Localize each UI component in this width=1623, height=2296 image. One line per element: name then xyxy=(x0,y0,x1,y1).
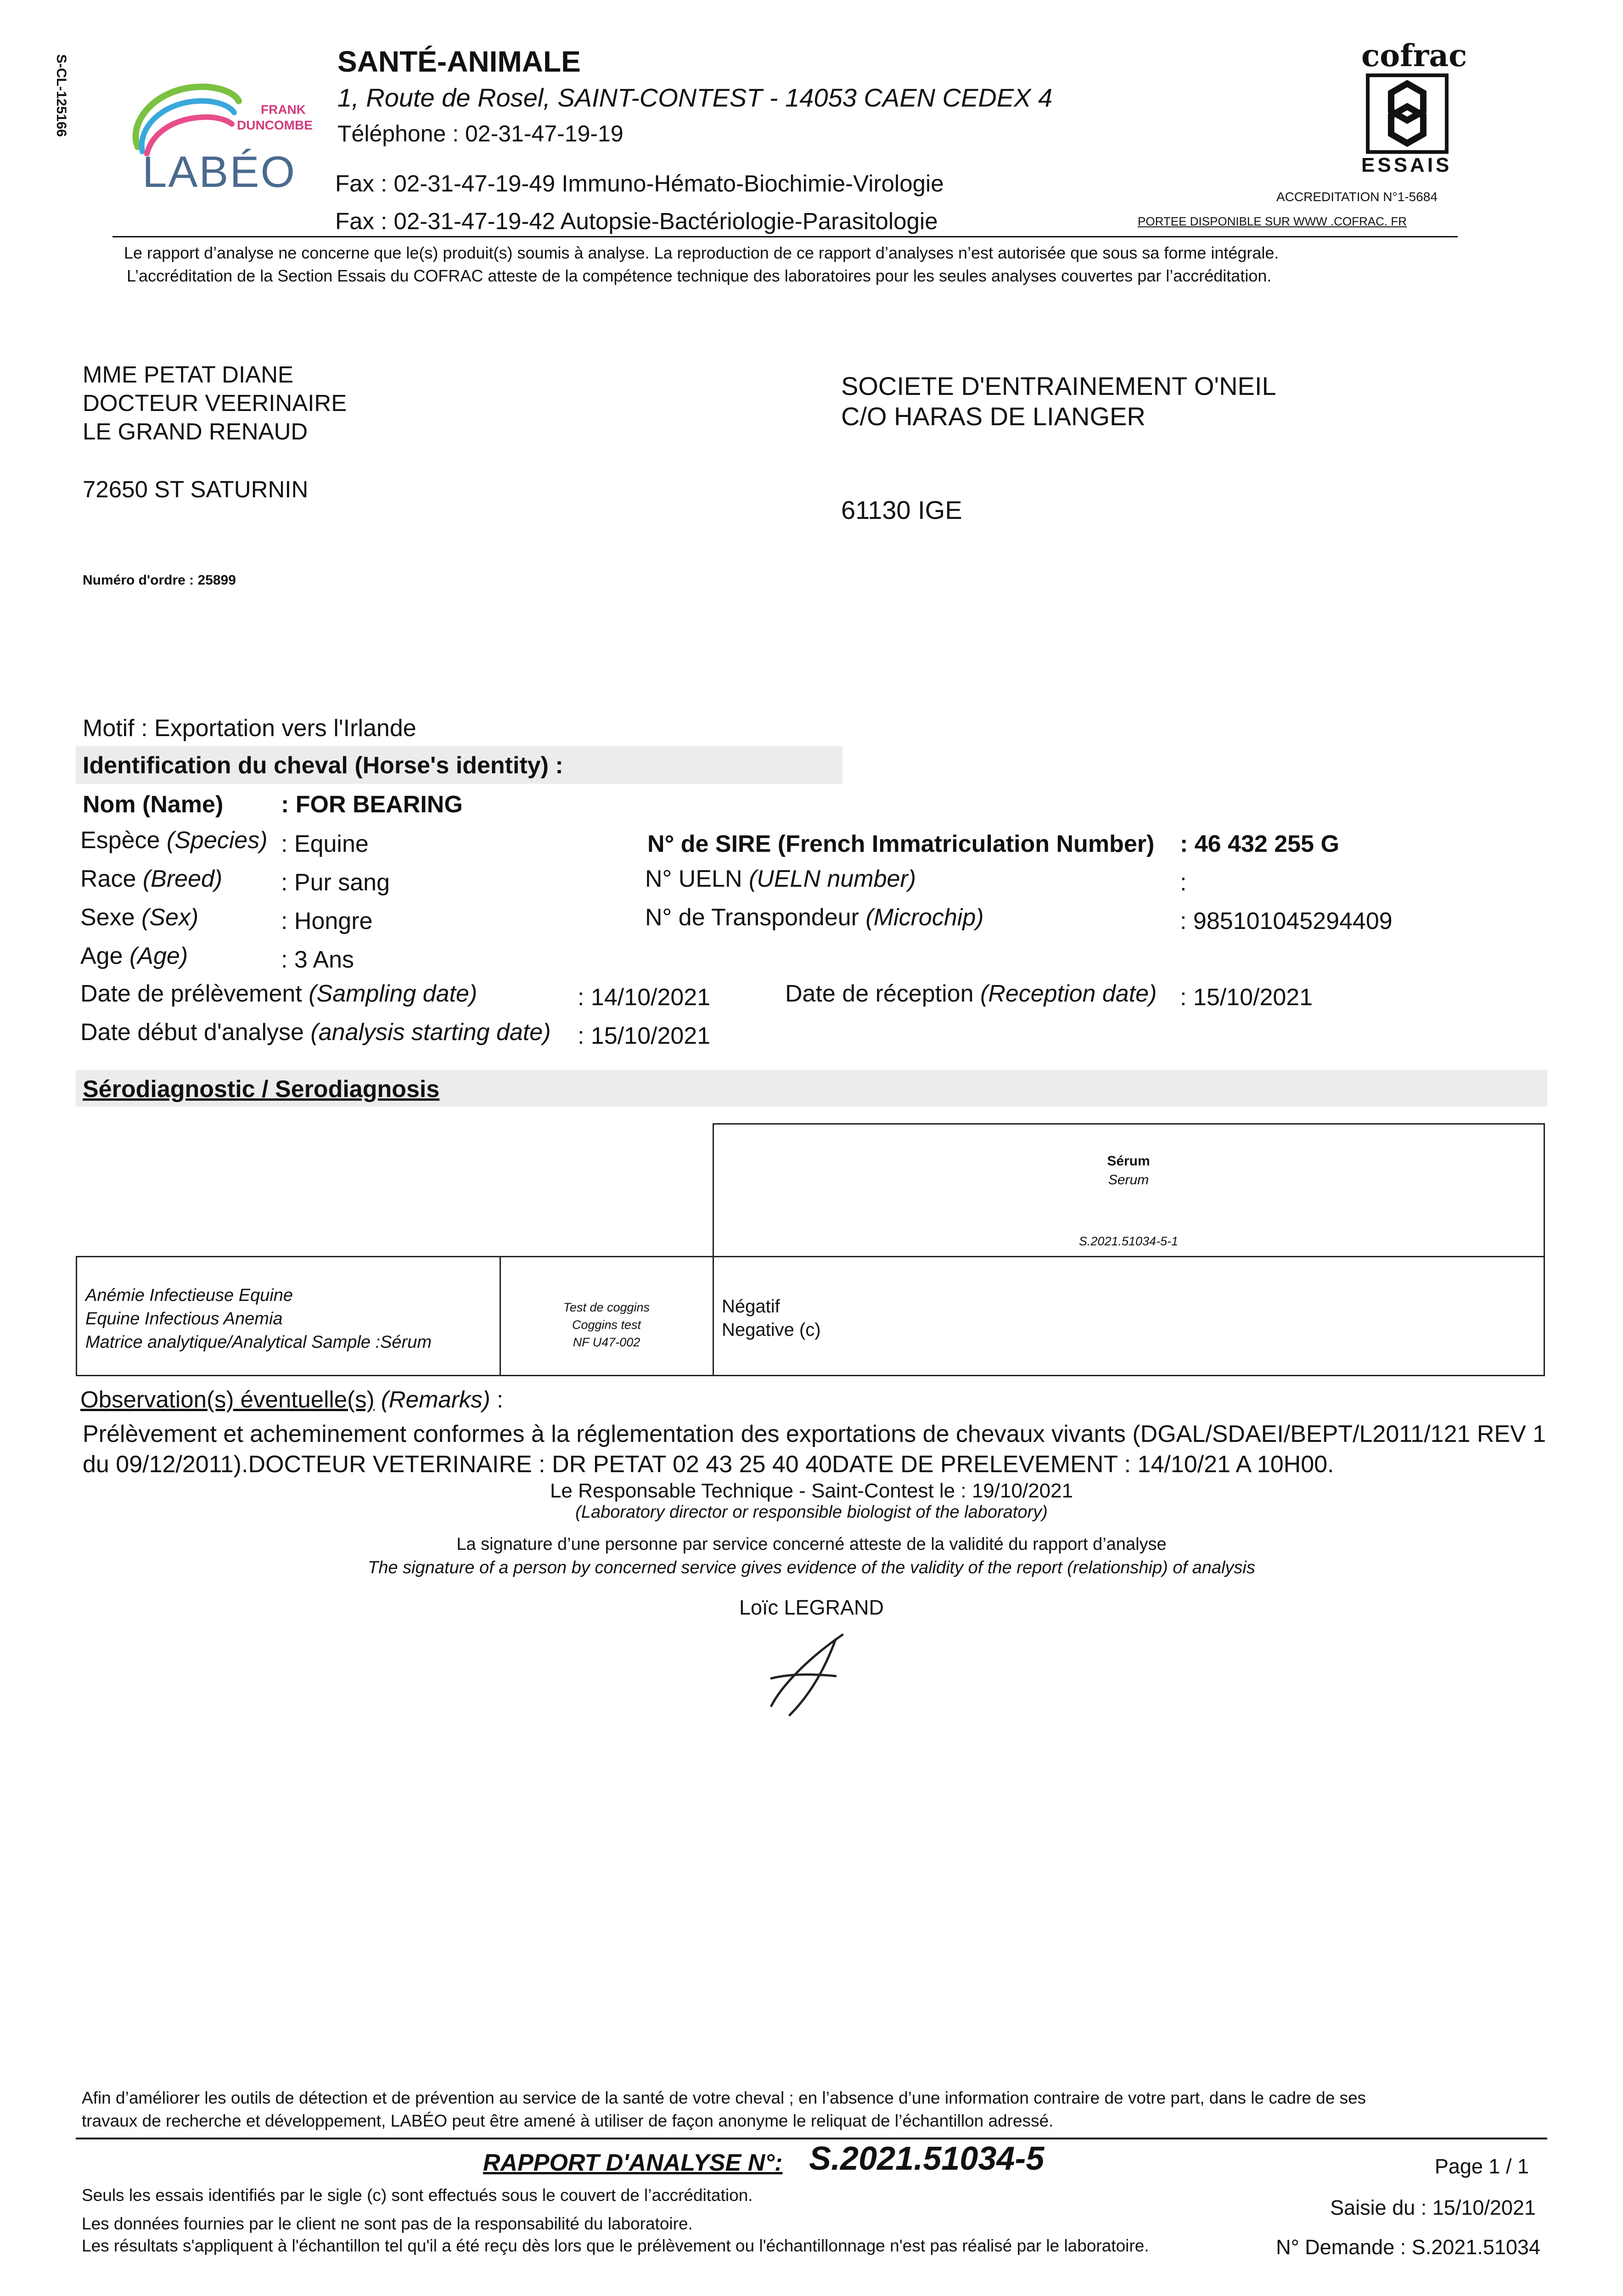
remarks-label xyxy=(80,1386,503,1413)
table-header-border xyxy=(76,1256,1545,1257)
reception-label-fr: Date de réception xyxy=(785,980,974,1007)
client-data-note: Les données fournies par le client ne sont pas de la responsabilité du laboratoire. xyxy=(82,2214,693,2233)
footer-divider xyxy=(76,2138,1547,2139)
research-note-line-2: travaux de recherche et développement, LABÉO peut être amené à utiliser de façon anonyme le reliquat de l’échantillon adressé. xyxy=(82,2111,1054,2130)
name-label: Nom (Name) xyxy=(83,791,224,818)
lab-name: SANTÉ-ANIMALE xyxy=(337,45,581,78)
sampling-date-label xyxy=(80,980,477,1007)
breed-label xyxy=(80,865,222,893)
recipient-line-4: 72650 ST SATURNIN xyxy=(83,476,309,502)
species-label-fr: Espèce xyxy=(80,827,160,854)
responsible-technician-en: (Laboratory director or responsible biologist of the laboratory) xyxy=(575,1503,1048,1522)
remarks-text: Prélèvement et acheminement conformes à la réglementation des exportations de chevaux vivants (DGAL/SDAEI/BEPT/L2011/121 REV 1 du 09/12/2011).DOCTEUR VETERINAIRE : DR PETAT 02 43 25 40 40DATE DE PRELEVEMENT : 14/10/21 A 10H00. xyxy=(83,1421,1546,1478)
signature-validity-en: The signature of a person by concerned service gives evidence of the validity of the report (relationship) of analysis xyxy=(368,1558,1255,1577)
analysis-name-fr: Anémie Infectieuse Equine xyxy=(85,1286,293,1305)
research-note-line-1: Afin d’améliorer les outils de détection et de prévention au service de la santé de votre cheval ; en l’absence d’une information contraire de votre part, dans le cadre de ses xyxy=(82,2088,1366,2107)
signatory-name: Loïc LEGRAND xyxy=(739,1596,884,1619)
responsible-technician: Le Responsable Technique - Saint-Contest le : 19/10/2021 xyxy=(550,1480,1073,1502)
age-label xyxy=(80,942,188,970)
species-label-en: (Species) xyxy=(166,827,268,854)
owner-line-2: C/O HARAS DE LIANGER xyxy=(841,402,1146,431)
analysis-label-fr: Date début d'analyse xyxy=(80,1019,304,1046)
identification-title: Identification du cheval (Horse's identity) : xyxy=(83,752,563,779)
sex-label xyxy=(80,904,198,931)
remarks-label-fr: Observation(s) éventuelle(s) xyxy=(80,1386,375,1412)
analysis-date-label xyxy=(80,1019,551,1046)
logo-labeo-text: LABÉO xyxy=(142,147,297,197)
sampling-label-en: (Sampling date) xyxy=(309,980,477,1007)
accreditation-note: Seuls les essais identifiés par le sigle (c) sont effectués sous le couvert de l’accréditation. xyxy=(82,2186,753,2205)
age-label-en: (Age) xyxy=(129,943,188,969)
reception-date-value: : 15/10/2021 xyxy=(1180,984,1313,1011)
name-value: : FOR BEARING xyxy=(281,791,463,818)
remarks-label-en: (Remarks) xyxy=(381,1386,490,1412)
lab-fax-2: Fax : 02-31-47-19-42 Autopsie-Bactériologie-Parasitologie xyxy=(335,208,938,234)
sample-id: S.2021.51034-5-1 xyxy=(1078,1234,1179,1248)
sex-value: : Hongre xyxy=(281,908,373,934)
disclaimer-reproduction: Le rapport d’analyse ne concerne que le(s) produit(s) soumis à analyse. La reproduction de ce rapport d’analyses n’est autorisée que sous sa forme intégrale. xyxy=(124,243,1279,262)
recipient-line-1: MME PETAT DIANE xyxy=(83,361,294,388)
lab-address: 1, Route de Rosel, SAINT-CONTEST - 14053 CAEN CEDEX 4 xyxy=(337,83,1053,112)
transponder-label xyxy=(645,904,984,931)
motif: Motif : Exportation vers l'Irlande xyxy=(83,715,416,742)
owner-line-3: 61130 IGE xyxy=(841,495,962,524)
labeo-swoosh-icon xyxy=(124,78,243,156)
report-number: S.2021.51034-5 xyxy=(809,2140,1045,2177)
reception-date-label xyxy=(785,980,1157,1007)
table-bottom-border xyxy=(76,1375,1545,1376)
reception-label-en: (Reception date) xyxy=(980,980,1157,1007)
recipient-line-2: DOCTEUR VEERINAIRE xyxy=(83,390,347,416)
species-label xyxy=(80,827,268,854)
cofrac-scope-link[interactable]: PORTEE DISPONIBLE SUR WWW .COFRAC. FR xyxy=(1138,214,1407,228)
age-value: : 3 Ans xyxy=(281,946,354,973)
order-number: Numéro d'ordre : 25899 xyxy=(83,573,236,588)
report-number-label: RAPPORT D'ANALYSE N°: xyxy=(483,2150,783,2176)
cofrac-essais-text: ESSAIS xyxy=(1361,154,1452,176)
cofrac-wordmark: cofrac xyxy=(1361,38,1467,73)
sampling-label-fr: Date de prélèvement xyxy=(80,980,302,1007)
analysis-name-en: Equine Infectious Anemia xyxy=(85,1309,283,1328)
logo-duncombe-line: DUNCOMBE xyxy=(237,118,313,132)
age-label-fr: Age xyxy=(80,943,123,969)
sex-label-fr: Sexe xyxy=(80,904,135,931)
breed-label-en: (Breed) xyxy=(142,866,223,892)
cofrac-emblem-icon xyxy=(1366,73,1449,154)
table-left-border xyxy=(76,1256,77,1376)
sample-column-title-en: Serum xyxy=(1108,1172,1149,1187)
disclaimer-accreditation: L’accréditation de la Section Essais du COFRAC atteste de la compétence technique des laboratoires pour les seules analyses couvertes par l’accréditation. xyxy=(127,266,1272,285)
ueln-label xyxy=(645,865,916,893)
result-fr: Négatif xyxy=(722,1296,780,1317)
analysis-label-en: (analysis starting date) xyxy=(310,1019,551,1046)
header-divider xyxy=(112,236,1458,237)
signature-validity-fr: La signature d’une personne par service concerné atteste de la validité du rapport d’analyse xyxy=(456,1535,1167,1554)
method-standard: NF U47-002 xyxy=(573,1335,640,1349)
transponder-label-fr: N° de Transpondeur xyxy=(645,904,859,931)
lab-fax-1: Fax : 02-31-47-19-49 Immuno-Hémato-Biochimie-Virologie xyxy=(335,170,944,197)
sample-column-title: Sérum xyxy=(1107,1154,1150,1169)
lab-phone: Téléphone : 02-31-47-19-19 xyxy=(337,121,623,146)
ueln-value: : xyxy=(1180,869,1187,896)
sire-label: N° de SIRE (French Immatriculation Number) xyxy=(647,831,1155,857)
sampling-date-value: : 14/10/2021 xyxy=(578,984,711,1011)
result-en: Negative (c) xyxy=(722,1320,821,1340)
transponder-value: : 985101045294409 xyxy=(1180,908,1393,934)
remarks-colon: : xyxy=(496,1386,504,1412)
sire-value: : 46 432 255 G xyxy=(1180,831,1339,857)
entry-date: Saisie du : 15/10/2021 xyxy=(1330,2196,1536,2219)
table-top-border xyxy=(713,1123,1544,1125)
handwritten-signature-icon xyxy=(762,1623,854,1720)
breed-label-fr: Race xyxy=(80,866,136,892)
analysis-date-value: : 15/10/2021 xyxy=(578,1023,711,1049)
request-number: N° Demande : S.2021.51034 xyxy=(1276,2235,1540,2259)
ueln-label-fr: N° UELN xyxy=(645,866,742,892)
accreditation-number: ACCREDITATION N°1-5684 xyxy=(1276,190,1438,204)
page-number: Page 1 / 1 xyxy=(1434,2155,1529,2178)
sex-label-en: (Sex) xyxy=(141,904,199,931)
method-fr: Test de coggins xyxy=(563,1300,650,1314)
results-scope-note: Les résultats s'appliquent à l'échantillon tel qu'il a été reçu dès lors que le prélèvement ou l'échantillonnage n'est pas réalisé par le laboratoire. xyxy=(82,2236,1149,2255)
breed-value: : Pur sang xyxy=(281,869,390,896)
document-reference-code: S-CL-125166 xyxy=(54,54,69,137)
species-value: : Equine xyxy=(281,831,369,857)
ueln-label-en: (UELN number) xyxy=(748,866,916,892)
recipient-line-3: LE GRAND RENAUD xyxy=(83,418,308,445)
transponder-label-en: (Microchip) xyxy=(865,904,984,931)
method-en: Coggins test xyxy=(572,1318,641,1332)
owner-line-1: SOCIETE D'ENTRAINEMENT O'NEIL xyxy=(841,371,1276,400)
table-col-divider-1 xyxy=(500,1256,501,1376)
logo-frank-text xyxy=(237,102,313,133)
logo-frank-line: FRANK xyxy=(261,102,306,117)
serodiagnosis-title: Sérodiagnostic / Serodiagnosis xyxy=(83,1076,440,1103)
analytical-sample: Matrice analytique/Analytical Sample :Sérum xyxy=(85,1333,432,1352)
